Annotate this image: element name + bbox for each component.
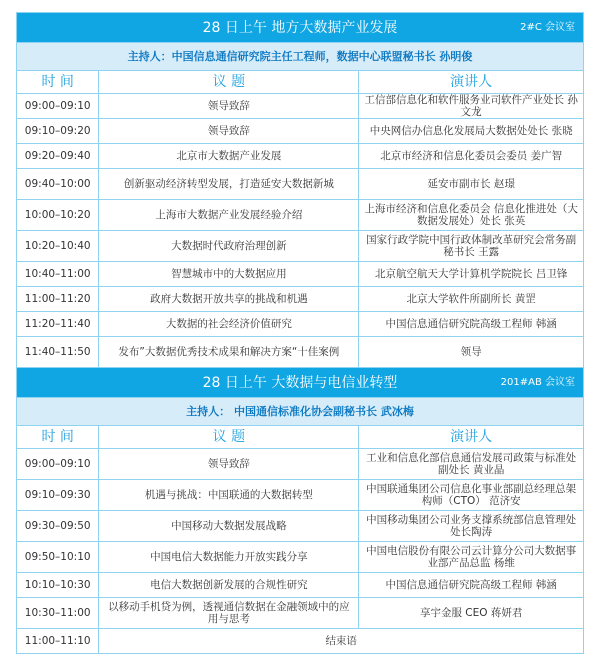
speaker-cell: 中国信息通信研究院高级工程师 韩涵 [359,312,584,337]
agenda [16,12,584,654]
table-row [17,262,584,287]
speaker-cell: 中央网信办信息化发展局大数据处处长 张晓 [359,119,584,144]
table-row [17,200,584,231]
speaker-cell: 中国移动集团公司业务支撑系统部信息管理处处长陶涛 [359,511,584,542]
time-cell: 11:00–11:10 [17,629,99,654]
topic-cell: 大数据时代政府治理创新 [99,231,359,262]
header-topic: 议 题 [99,71,359,94]
table-row [17,169,584,200]
speaker-cell: 中国信息通信研究院高级工程师 韩涵 [359,573,584,598]
topic-cell: 政府大数据开放共享的挑战和机遇 [99,287,359,312]
topic-cell: 发布”大数据优秀技术成果和解决方案“十佳案例 [99,337,359,368]
time-cell: 10:40–11:00 [17,262,99,287]
host-text: 主持人： 中国通信标准化协会副秘书长 武冰梅 [17,398,584,426]
speaker-cell: 中国电信股份有限公司云计算分公司大数据事业部产品总监 杨维 [359,542,584,573]
time-cell: 09:00–09:10 [17,94,99,119]
speaker-cell: 领导 [359,337,584,368]
topic-cell: 智慧城市中的大数据应用 [99,262,359,287]
topic-cell: 领导致辞 [99,119,359,144]
speaker-cell: 享宇金服 CEO 蒋妍君 [359,598,584,629]
session-2-host-row [17,398,584,426]
table-row [17,598,584,629]
table-row [17,511,584,542]
table-row [17,231,584,262]
time-cell: 10:30–11:00 [17,598,99,629]
table-row [17,312,584,337]
closing-text: 结束语 [99,629,584,654]
topic-cell: 领导致辞 [99,449,359,480]
room-label: 201#AB 会议室 [500,376,575,388]
header-time: 时 间 [17,71,99,94]
session-1-title-row [17,13,584,43]
topic-cell: 机遇与挑战：中国联通的大数据转型 [99,480,359,511]
time-cell: 11:40–11:50 [17,337,99,368]
topic-cell: 中国移动大数据发展战略 [99,511,359,542]
header-speaker: 演讲人 [359,71,584,94]
table-row [17,94,584,119]
table-row [17,144,584,169]
header-speaker: 演讲人 [359,426,584,449]
topic-cell: 领导致辞 [99,94,359,119]
time-cell: 09:00–09:10 [17,449,99,480]
topic-cell: 上海市大数据产业发展经验介绍 [99,200,359,231]
speaker-cell: 工业和信息化部信息通信发展司政策与标准处副处长 黄业晶 [359,449,584,480]
time-cell: 10:10–10:30 [17,573,99,598]
session-title: 28 日上午 地方大数据产业发展 [202,19,398,36]
topic-cell: 以移动手机贷为例，透视通信数据在金融领域中的应用与思考 [99,598,359,629]
topic-cell: 大数据的社会经济价值研究 [99,312,359,337]
header-topic: 议 题 [99,426,359,449]
speaker-cell: 延安市副市长 赵璟 [359,169,584,200]
table-row [17,542,584,573]
time-cell: 09:10–09:20 [17,119,99,144]
session-2-title-row [17,368,584,398]
time-cell: 10:20–10:40 [17,231,99,262]
table-row [17,287,584,312]
session-1-host-row [17,43,584,71]
table-row [17,449,584,480]
closing-row [17,629,584,654]
topic-cell: 中国电信大数据能力开放实践分享 [99,542,359,573]
topic-cell: 创新驱动经济转型发展，打造延安大数据新城 [99,169,359,200]
topic-cell: 电信大数据创新发展的合规性研究 [99,573,359,598]
session-title: 28 日上午 大数据与电信业转型 [202,374,398,391]
room-label: 2#C 会议室 [520,21,575,33]
time-cell: 09:40–10:00 [17,169,99,200]
time-cell: 09:20–09:40 [17,144,99,169]
speaker-cell: 国家行政学院中国行政体制改革研究会常务副秘书长 王露 [359,231,584,262]
speaker-cell: 上海市经济和信息化委员会 信息化推进处（大数据发展处）处长 张英 [359,200,584,231]
header-time: 时 间 [17,426,99,449]
speaker-cell: 北京航空航天大学计算机学院院长 吕卫锋 [359,262,584,287]
time-cell: 11:00–11:20 [17,287,99,312]
session-2-header-row [17,426,584,449]
session-1-header-row [17,71,584,94]
time-cell: 09:30–09:50 [17,511,99,542]
table-row [17,337,584,368]
table-row [17,573,584,598]
time-cell: 09:50–10:10 [17,542,99,573]
speaker-cell: 中国联通集团公司信息化事业部副总经理总架构师（CTO） 范济安 [359,480,584,511]
table-row [17,480,584,511]
topic-cell: 北京市大数据产业发展 [99,144,359,169]
host-text: 主持人：中国信息通信研究院主任工程师，数据中心联盟秘书长 孙明俊 [17,43,584,71]
speaker-cell: 北京大学软件所副所长 黄罡 [359,287,584,312]
speaker-cell: 工信部信息化和软件服务业司软件产业处长 孙文龙 [359,94,584,119]
time-cell: 11:20–11:40 [17,312,99,337]
time-cell: 10:00–10:20 [17,200,99,231]
time-cell: 09:10–09:30 [17,480,99,511]
speaker-cell: 北京市经济和信息化委员会委员 姜广智 [359,144,584,169]
agenda-table [16,12,584,654]
table-row [17,119,584,144]
